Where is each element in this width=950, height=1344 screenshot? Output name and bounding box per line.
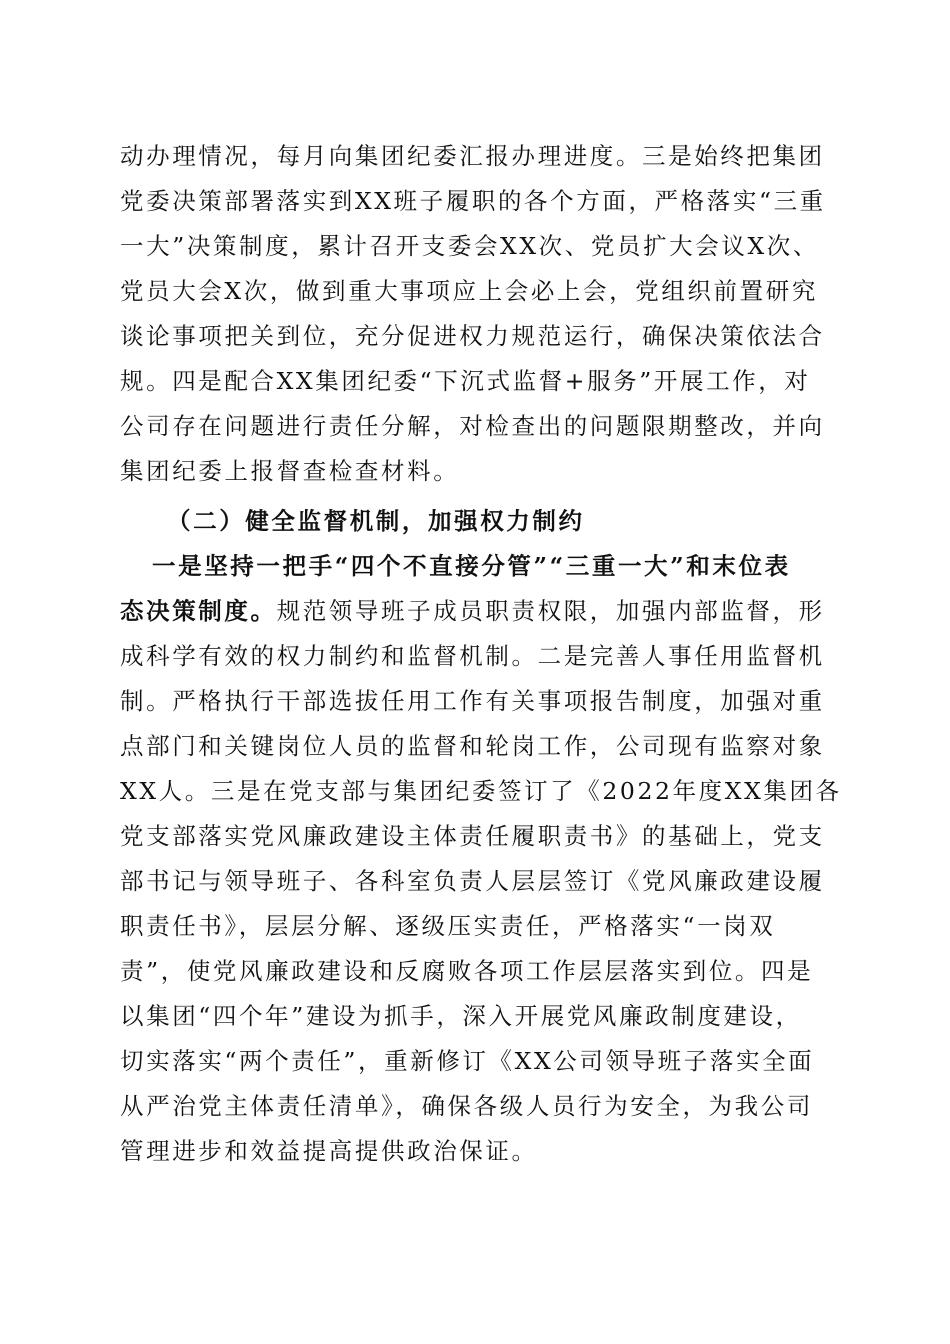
paragraph-2-line: 制。严格执行干部选拔任用工作有关事项报告制度，加强对重 — [120, 687, 825, 715]
paragraph-2-lead-bold: 一是坚持一把手“四个不直接分管”“三重一大”和末位表 — [152, 552, 791, 580]
paragraph-2-bold-tail: 态决策制度。 — [120, 597, 277, 625]
paragraph-1-line: 动办理情况，每月向集团纪委汇报办理进度。三是始终把集团 — [120, 142, 825, 170]
paragraph-1-line: 一大”决策制度，累计召开支委会XX次、党员扩大会议X次、 — [120, 232, 820, 260]
paragraph-2-line: 责”，使党风廉政建设和反腐败各项工作层层落实到位。四是 — [120, 957, 814, 985]
paragraph-2-line: 以集团“四个年”建设为抓手，深入开展党风廉政制度建设， — [120, 1002, 802, 1030]
paragraph-2-line: XX人。三是在党支部与集团纪委签订了《2022年度XX集团各 — [120, 777, 842, 805]
section-heading: （二）健全监督机制，加强权力制约 — [167, 507, 585, 535]
paragraph-1-line: 规。四是配合XX集团纪委“下沉式监督+服务”开展工作，对 — [120, 367, 811, 395]
paragraph-2-line: 成科学有效的权力制约和监督机制。二是完善人事任用监督机 — [120, 642, 825, 670]
paragraph-2-line: 党支部落实党风廉政建设主体责任履职责书》的基础上，党支 — [120, 822, 825, 850]
paragraph-2-line: 部书记与领导班子、各科室负责人层层签订《党风廉政建设履 — [120, 867, 825, 895]
paragraph-1-line: 党员大会X次，做到重大事项应上会必上会，党组织前置研究 — [120, 277, 818, 305]
paragraph-2-line: 点部门和关键岗位人员的监督和轮岗工作，公司现有监察对象 — [120, 732, 825, 760]
paragraph-2-line: 管理进步和效益提高提供政治保证。 — [120, 1137, 538, 1165]
paragraph-1-line: 公司存在问题进行责任分解，对检查出的问题限期整改，并向 — [120, 412, 825, 440]
paragraph-1-line: 谈论事项把关到位，充分促进权力规范运行，确保决策依法合 — [120, 322, 825, 350]
paragraph-2-line — [120, 593, 840, 629]
paragraph-2-line: 切实落实“两个责任”，重新修订《XX公司领导班子落实全面 — [120, 1047, 815, 1075]
paragraph-1-line: 集团纪委上报督查检查材料。 — [120, 457, 460, 485]
paragraph-1-line: 党委决策部署落实到XX班子履职的各个方面，严格落实“三重 — [120, 187, 826, 215]
paragraph-2-line: 职责任书》，层层分解、逐级压实责任，严格落实“一岗双 — [120, 912, 776, 940]
paragraph-2-line: 从严治党主体责任清单》，确保各级人员行为安全，为我公司 — [120, 1092, 813, 1120]
paragraph-2-text: 规范领导班子成员职责权限，加强内部监督，形 — [276, 597, 825, 625]
